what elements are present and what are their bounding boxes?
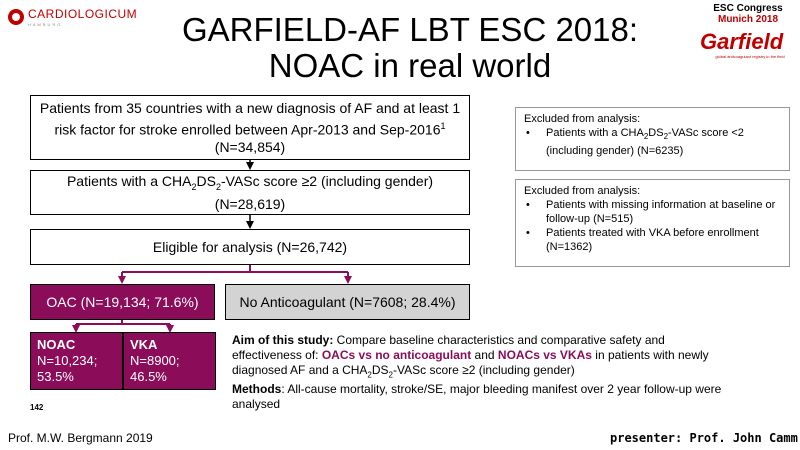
exclusion-box-score xyxy=(515,107,790,171)
exclusion-1-heading: Excluded from analysis: xyxy=(524,113,641,125)
excl1-post: -VASc score <2 (including gender) (N=6235) xyxy=(546,127,744,158)
excl1-sub2: 2 xyxy=(663,132,669,142)
noac-pct: 53.5% xyxy=(37,369,74,384)
exclusion-1-list xyxy=(524,126,781,158)
congress-line2: Munich 2018 xyxy=(717,14,779,25)
aim-text3: in patients with newly diagnosed AF and a CHA xyxy=(232,348,709,377)
score-sub2: 2 xyxy=(215,181,221,192)
cha2ds2-vasc-box xyxy=(30,170,470,215)
cardiologicum-logo-icon xyxy=(8,9,24,25)
cardiologicum-logo xyxy=(8,6,137,27)
garfield-logo-word: Garfield xyxy=(700,29,784,54)
aim-text2: and xyxy=(471,348,498,362)
exclusion-2-item-vka: • Patients treated with VKA before enrollment (N=1362) xyxy=(524,226,781,254)
vka-box xyxy=(123,332,216,390)
patients-enrolled-n: (N=34,854) xyxy=(214,139,286,156)
patients-enrolled-text xyxy=(31,99,469,157)
exclusion-box-other xyxy=(515,179,790,267)
oac-text: OAC (N=19,134; 71.6%) xyxy=(46,294,199,310)
methods-label: Methods xyxy=(232,382,282,397)
aim-label: Aim of this study: xyxy=(232,333,334,347)
vka-title: VKA xyxy=(130,337,158,352)
vka-pct: 46.5% xyxy=(130,369,167,384)
footer-author: Prof. M.W. Bergmann 2019 xyxy=(8,431,153,445)
cha2ds2-vasc-text xyxy=(67,172,433,214)
methods-paragraph xyxy=(232,382,722,412)
congress-line1: ESC Congress xyxy=(713,3,783,14)
slide-title-line1: GARFIELD-AF LBT ESC 2018: xyxy=(181,11,639,48)
slide-number: 142 xyxy=(30,403,44,412)
score-n: (N=28,619) xyxy=(214,196,286,213)
score-post: -VASc score ≥2 (including gender) xyxy=(220,172,434,189)
aim-sub2: 2 xyxy=(388,370,393,380)
aim-of-study xyxy=(232,333,722,412)
aim-text4: DS xyxy=(371,363,389,377)
noac-title: NOAC xyxy=(37,337,76,352)
exclusion-2-list xyxy=(524,198,781,254)
aim-highlight-oac: OACs vs no anticoagulant xyxy=(321,348,472,362)
oac-box xyxy=(30,284,215,320)
aim-text5: -VASc score ≥2 (including gender) xyxy=(393,363,575,377)
exclusion-2-heading: Excluded from analysis: xyxy=(524,185,641,197)
excl1-pre: Patients with a CHA xyxy=(546,127,644,139)
aim-highlight-noac: NOACs vs VKAs xyxy=(497,348,592,362)
patients-enrolled-footnote: 1 xyxy=(440,120,446,131)
score-sub1: 2 xyxy=(191,181,197,192)
score-mid: DS xyxy=(196,172,216,189)
patients-enrolled-main: Patients from 35 countries with a new diagnosis of AF and at least 1 risk factor for stroke enrolled between Apr-2013 and Sep-2016 xyxy=(39,99,461,138)
esc-congress-label xyxy=(698,3,798,25)
garfield-logo xyxy=(700,30,800,59)
excl1-sub1: 2 xyxy=(643,132,649,142)
exclusion-2-item-missing: • Patients with missing information at baseline or follow-up (N=515) xyxy=(524,198,781,226)
aim-paragraph xyxy=(232,333,722,382)
no-anticoagulant-text: No Anticoagulant (N=7608; 28.4%) xyxy=(239,294,456,310)
patients-enrolled-box xyxy=(30,95,470,160)
noac-n: N=10,234; xyxy=(37,353,98,368)
eligible-text: Eligible for analysis (N=26,742) xyxy=(152,239,348,255)
noac-box xyxy=(30,332,123,390)
cardiologicum-logo-name: CARDIOLOGICUM xyxy=(28,7,138,21)
footer-presenter: presenter: Prof. John Camm xyxy=(610,431,798,445)
exclusion-1-item xyxy=(524,126,781,158)
garfield-logo-sub: global anticoagulant registry in the field xyxy=(715,54,785,59)
slide-title xyxy=(150,12,670,84)
no-anticoagulant-box xyxy=(225,284,470,320)
aim-text1: Compare baseline characteristics and comparative safety and effectiveness of: xyxy=(232,333,665,362)
slide-title-line2: NOAC in real world xyxy=(268,47,552,84)
excl1-mid: DS xyxy=(648,127,664,139)
cardiologicum-logo-sub: HAMBURG xyxy=(28,22,63,27)
aim-sub1: 2 xyxy=(367,370,372,380)
methods-text: : All-cause mortality, stroke/SE, major bleeding manifest over 2 year follow-up were analysed xyxy=(232,382,722,412)
vka-n: N=8900; xyxy=(130,353,180,368)
eligible-box xyxy=(30,229,470,265)
score-pre: Patients with a CHA xyxy=(66,172,192,189)
